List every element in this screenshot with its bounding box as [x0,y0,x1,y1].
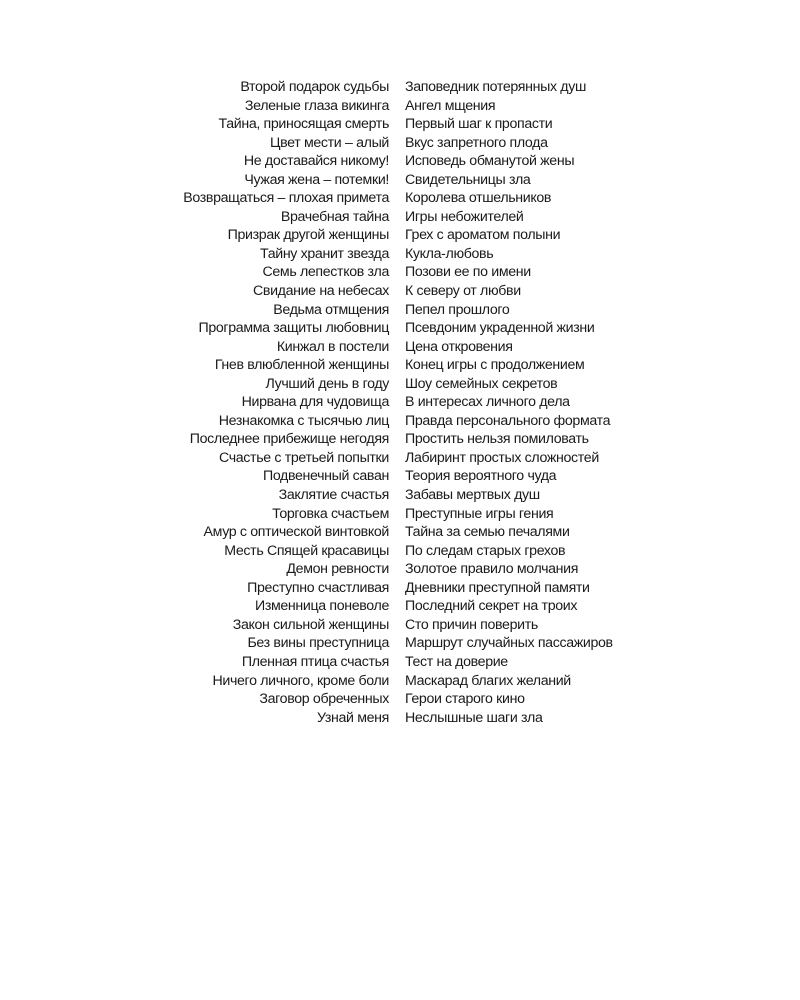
book-title: Тайна, приносящая смерть [218,116,389,133]
book-title: Преступные игры гения [405,505,554,522]
book-title: Первый шаг к пропасти [405,116,553,133]
book-title: Последнее прибежище негодяя [189,431,389,448]
book-title: Гнев влюбленной женщины [214,357,389,374]
book-title: Золотое правило молчания [405,561,579,578]
book-title: Простить нельзя помиловать [405,431,589,448]
book-title: Заповедник потерянных душ [405,79,586,95]
book-title: К северу от любви [405,283,521,300]
book-title: Маскарад благих желаний [405,672,571,689]
book-title: Возвращаться – плохая примета [183,190,389,207]
book-title: Преступно счастливая [247,579,389,596]
book-title: Ведьма отмщения [273,301,389,318]
book-title: Маршрут случайных пассажиров [405,635,613,652]
book-title: Тайну хранит звезда [260,245,389,262]
book-title: Королева отшельников [405,190,552,207]
book-title: Лабиринт простых сложностей [405,449,599,466]
book-title: Грех с ароматом полыни [405,227,561,244]
book-title: Игры небожителей [405,208,524,225]
book-title: Теория вероятного чуда [405,468,557,485]
book-title: Узнай меня [317,709,389,726]
book-title: Тайна за семью печалями [405,524,570,541]
book-title: Последний секрет на троих [405,598,578,615]
titles-right-column [405,78,613,727]
book-title: Демон ревности [286,561,389,578]
book-title: Неслышные шаги зла [405,709,543,726]
book-title: Чужая жена – потемки! [244,171,389,188]
book-title: Месть Спящей красавицы [224,542,389,559]
book-title: Подвенечный саван [262,468,389,485]
book-title: Заклятие счастья [278,487,389,504]
book-title: Герои старого кино [405,691,525,708]
book-title: Забавы мертвых душ [405,487,540,504]
book-title: Свидание на небесах [253,283,389,300]
book-title: Зеленые глаза викинга [244,97,389,114]
book-title: Не доставайся никому! [243,153,389,170]
book-title: Нирвана для чудовища [241,394,389,411]
book-title: Цена откровения [405,338,513,355]
book-title: Цвет мести – алый [269,134,389,151]
book-title: Закон сильной женщины [232,616,389,633]
book-title: Правда персонального формата [405,412,611,429]
book-title: Пленная птица счастья [241,653,389,670]
book-title: Призрак другой женщины [227,227,389,244]
book-title: В интересах личного дела [405,394,570,411]
book-title: Конец игры с продолжением [405,357,585,374]
book-title: Ничего личного, кроме боли [212,672,389,689]
book-title: Счастье с третьей попытки [218,449,389,466]
book-title: Врачебная тайна [280,208,389,225]
titles-left-column [183,78,389,727]
book-title: Изменница поневоле [254,598,389,615]
book-title: Торговка счастьем [272,505,389,522]
book-title: Кукла-любовь [405,245,494,262]
book-title: Сто причин поверить [405,616,538,633]
book-title: Исповедь обманутой жены [405,153,575,170]
book-title: Лучший день в году [265,375,389,392]
book-title: Второй подарок судьбы [240,79,389,95]
book-title: Пепел прошлого [405,301,510,318]
book-title: Амур с оптической винтовкой [203,524,389,541]
book-title: Заговор обреченных [259,691,389,708]
book-title: Семь лепестков зла [262,264,389,281]
book-title: Шоу семейных секретов [405,375,558,392]
book-title: Тест на доверие [405,653,508,670]
book-title: Свидетельницы зла [405,171,531,188]
book-title: Ангел мщения [405,97,496,114]
book-title: По следам старых грехов [405,542,566,559]
book-title: Кинжал в постели [276,338,389,355]
book-title: Без вины преступница [247,635,389,652]
book-title: Позови ее по имени [405,264,531,281]
book-title: Программа защиты любовниц [198,320,389,337]
book-title: Псевдоним украденной жизни [405,320,595,337]
book-title: Дневники преступной памяти [405,579,590,596]
book-title: Вкус запретного плода [405,134,548,151]
book-title: Незнакомка с тысячью лиц [218,412,389,429]
